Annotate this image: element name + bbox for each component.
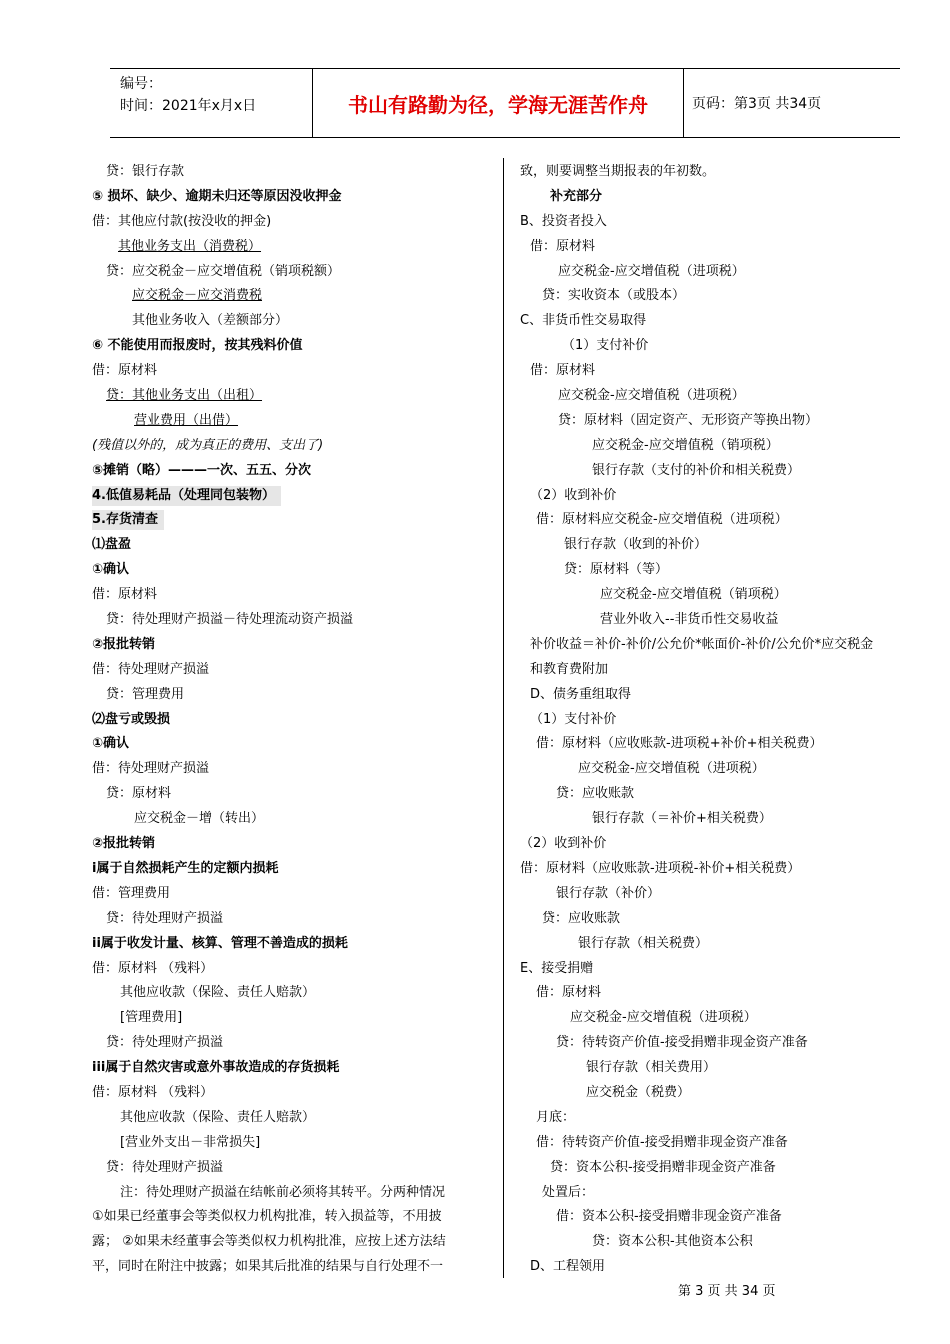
text-line: 借：管理费用 (92, 885, 171, 901)
text-line: 贷：原材料（固定资产、无形资产等换出物） (558, 412, 819, 428)
text-line: 借：原材料 (530, 238, 596, 254)
section-heading: 5.存货清查 (92, 510, 164, 530)
section-heading: 补充部分 (550, 188, 603, 204)
column-divider (503, 158, 504, 1278)
text-line: ①确认 (92, 736, 130, 752)
text-line: 和教育费附加 (530, 661, 609, 677)
text-line: 银行存款（＝补价+相关税费） (592, 811, 772, 827)
text-line: [管理费用] (120, 1010, 183, 1026)
right-column (520, 160, 930, 1280)
text-line: （1）支付补价 (530, 711, 617, 727)
left-column (92, 160, 492, 1280)
text-line: 借：原材料 （残料） (92, 1084, 214, 1100)
text-line: 贷：待转资产价值-接受捐赠非现金资产准备 (556, 1035, 808, 1051)
text-line: D、工程领用 (530, 1259, 606, 1275)
text-line: 贷：应收账款 (542, 910, 621, 926)
text-line: 贷：实收资本（或股本） (542, 288, 686, 304)
text-line: B、投资者投入 (520, 213, 607, 229)
text-line: ①确认 (92, 562, 130, 578)
header-page-label: 页码：第3页 共34页 (692, 96, 822, 112)
text-line: 处置后： (542, 1184, 595, 1200)
text-line: ①如果已经董事会等类似权力机构批准，转入损益等，不用披 (92, 1209, 442, 1225)
text-line: 借：原材料（应收账款-进项税-补价+相关税费） (520, 860, 801, 876)
text-line: ii属于收发计量、核算、管理不善造成的损耗 (92, 935, 348, 951)
text-line: 贷：应收账款 (556, 786, 635, 802)
text-line: 借：原材料 (530, 363, 596, 379)
text-line: 银行存款（补价） (556, 885, 661, 901)
header-motto: 书山有路勤为径，学海无涯苦作舟 (312, 69, 684, 137)
number-label: 编号： (120, 76, 162, 92)
text-line: 贷：应交税金－应交增值税（销项税额） (106, 263, 341, 279)
text-line: 借：原材料 (92, 363, 158, 379)
text-line: （1）支付补价 (562, 338, 649, 354)
text-line: 贷：待处理财产损溢 (106, 1159, 224, 1175)
text-line: ⑵盘亏或毁损 (92, 711, 171, 727)
text-line: [营业外支出－非常损失] (120, 1134, 261, 1150)
text-line: 营业外收入--非货币性交易收益 (600, 612, 779, 628)
text-line: ⑴盘盈 (92, 537, 132, 553)
text-line: 其他业务收入（差额部分） (132, 313, 289, 329)
text-line: 借：原材料应交税金-应交增值税（进项税） (536, 512, 788, 528)
text-line: ⑤ 损坏、缺少、逾期未归还等原因没收押金 (92, 188, 342, 204)
text-line: 贷：管理费用 (106, 686, 185, 702)
text-line: 应交税金-应交增值税（进项税） (558, 388, 745, 404)
text-line: 贷：其他业务支出（出租） (106, 388, 263, 404)
text-line: 借：原材料 （残料） (92, 960, 214, 976)
text-line: 借：待转资产价值-接受捐赠非现金资产准备 (536, 1134, 788, 1150)
text-line: 贷：资本公积-接受捐赠非现金资产准备 (550, 1159, 776, 1175)
text-line: i属于自然损耗产生的定额内损耗 (92, 860, 279, 876)
text-line: 应交税金－增（转出） (134, 811, 265, 827)
text-line: 其他业务支出（消费税） (118, 238, 262, 254)
text-line: E、接受捐赠 (520, 960, 594, 976)
text-line: 贷：资本公积-其他资本公积 (592, 1234, 753, 1250)
text-line: 借：原材料 (92, 587, 158, 603)
text-line: 借：待处理财产损溢 (92, 661, 210, 677)
text-line: 银行存款（相关费用） (586, 1060, 717, 1076)
text-line: 贷：待处理财产损溢－待处理流动资产损溢 (106, 612, 354, 628)
text-line: 平，同时在附注中披露；如果其后批准的结果与自行处理不一 (92, 1259, 444, 1275)
text-line: 应交税金-应交增值税（销项税） (600, 587, 787, 603)
text-line: 银行存款（相关税费） (578, 935, 709, 951)
page-number: 第 3 页 共 34 页 (678, 1284, 776, 1299)
text-line: C、非货币性交易取得 (520, 313, 647, 329)
text-line: 借：其他应付款(按没收的押金) (92, 213, 272, 229)
text-line: ⑤摊销（略）———一次、五五、分次 (92, 462, 312, 478)
section-heading: 4.低值易耗品（处理同包装物） (92, 486, 281, 506)
text-line: 借：原材料（应收账款-进项税+补价+相关税费） (536, 736, 823, 752)
text-line: 露； ②如果未经董事会等类似权力机构批准，应按上述方法结 (92, 1234, 446, 1250)
text-line: 应交税金-应交增值税（进项税） (578, 761, 765, 777)
text-line: 其他应收款（保险、责任人赔款） (120, 985, 316, 1001)
text-line: (残值以外的，成为真正的费用、支出了) (92, 437, 324, 453)
text-line: 借：待处理财产损溢 (92, 761, 210, 777)
text-line: ⑥ 不能使用而报废时，按其残料价值 (92, 338, 303, 354)
text-line: 应交税金-应交增值税（进项税） (558, 263, 745, 279)
text-line: 贷：待处理财产损溢 (106, 1035, 224, 1051)
text-line: 注：待处理财产损溢在结帐前必须将其转平。分两种情况 (120, 1184, 446, 1200)
text-line: 月底： (536, 1109, 576, 1125)
text-line: 借：原材料 (536, 985, 602, 1001)
text-line: 贷：待处理财产损溢 (106, 910, 224, 926)
text-line: 银行存款（收到的补价） (564, 537, 708, 553)
text-line: D、债务重组取得 (530, 686, 632, 702)
text-line: 银行存款（支付的补价和相关税费） (592, 462, 801, 478)
time-label: 时间：2021年x月x日 (120, 98, 257, 114)
text-line: 应交税金-应交增值税（进项税） (570, 1010, 757, 1026)
text-line: 贷：原材料 (106, 786, 172, 802)
text-line: 应交税金-应交增值税（销项税） (592, 437, 779, 453)
text-line: ②报批转销 (92, 836, 156, 852)
text-line: ②报批转销 (92, 636, 156, 652)
header-meta (120, 73, 310, 117)
page-header (110, 68, 900, 138)
text-line: 贷：银行存款 (106, 164, 185, 179)
text-line: iii属于自然灾害或意外事故造成的存货损耗 (92, 1060, 340, 1076)
text-line: 应交税金（税费） (586, 1084, 691, 1100)
text-line: 借：资本公积-接受捐赠非现金资产准备 (556, 1209, 782, 1225)
text-line: 补价收益＝补价-补价/公允价*帐面价-补价/公允价*应交税金 (530, 636, 874, 652)
text-line: （2）收到补价 (530, 487, 617, 503)
text-line: 其他应收款（保险、责任人赔款） (120, 1109, 316, 1125)
text-line: 应交税金－应交消费税 (132, 288, 263, 304)
text-line: 致，则要调整当期报表的年初数。 (520, 164, 716, 179)
text-line: 营业费用（出借） (134, 412, 239, 428)
text-line: 贷：原材料（等） (564, 562, 669, 578)
text-line: （2）收到补价 (520, 836, 607, 852)
